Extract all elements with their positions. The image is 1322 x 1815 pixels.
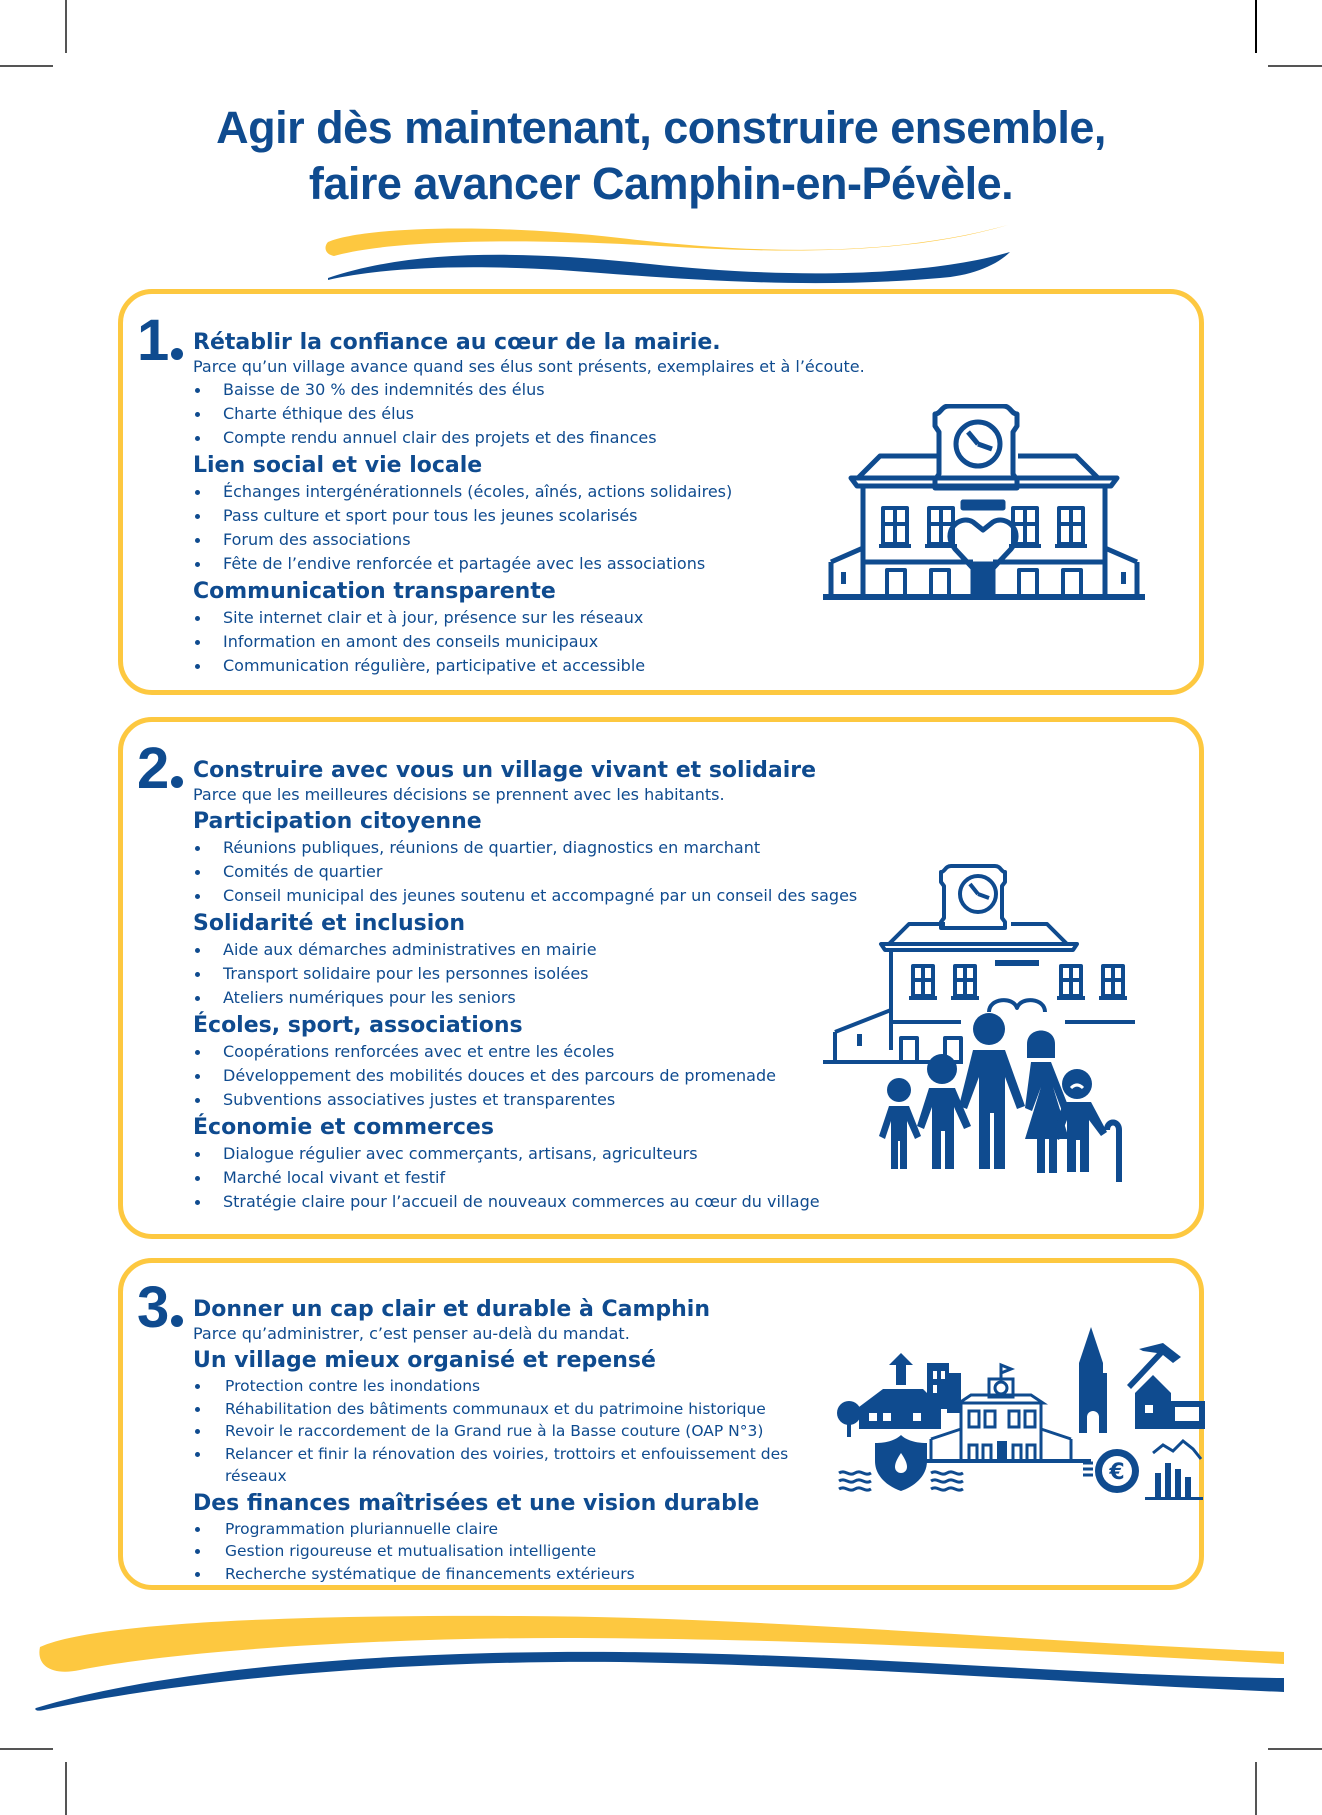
- crop-mark: [0, 65, 53, 67]
- list-item: Comités de quartier: [193, 860, 1013, 884]
- list-item: Réunions publiques, réunions de quartier, diagnostics en marchant: [193, 836, 1013, 860]
- crop-mark: [65, 0, 67, 53]
- page-title: [0, 100, 1322, 212]
- section-number: 2: [137, 740, 183, 798]
- group-heading: Un village mieux organisé et repensé: [193, 1348, 656, 1373]
- section-subtitle: Parce qu’un village avance quand ses élus sont présents, exemplaires et à l’écoute.: [193, 357, 865, 376]
- town-hall-family-icon: [809, 862, 1139, 1182]
- section-1-content: [193, 329, 933, 678]
- list-item: Programmation pluriannuelle claire: [193, 1518, 853, 1541]
- list-item: Dialogue régulier avec commerçants, artisans, agriculteurs: [193, 1142, 1013, 1166]
- group-list: [193, 606, 933, 678]
- list-item: Marché local vivant et festif: [193, 1166, 1013, 1190]
- section-title: Donner un cap clair et durable à Camphin: [193, 1297, 710, 1322]
- intro-list: [193, 378, 933, 450]
- list-item: Gestion rigoureuse et mutualisation intelligente: [193, 1540, 853, 1563]
- list-item: Recherche systématique de financements extérieurs: [193, 1563, 853, 1586]
- title-line-1: Agir dès maintenant, construire ensemble,: [216, 102, 1106, 153]
- list-item: Relancer et finir la rénovation des voiries, trottoirs et enfouissement des réseaux: [193, 1443, 815, 1488]
- group-heading: Lien social et vie locale: [193, 453, 483, 478]
- list-item: Forum des associations: [193, 528, 933, 552]
- town-hall-heart-icon: [823, 404, 1183, 604]
- list-item: Échanges intergénérationnels (écoles, aînés, actions solidaires): [193, 480, 933, 504]
- section-subtitle: Parce que les meilleures décisions se prennent avec les habitants.: [193, 785, 725, 804]
- list-item: Subventions associatives justes et transparentes: [193, 1088, 1013, 1112]
- group-heading: Écoles, sport, associations: [193, 1013, 523, 1038]
- list-item: Baisse de 30 % des indemnités des élus: [193, 378, 933, 402]
- list-item: Pass culture et sport pour tous les jeunes scolarisés: [193, 504, 933, 528]
- list-item: Protection contre les inondations: [193, 1375, 853, 1398]
- group-list: [193, 480, 933, 576]
- crop-mark: [1268, 65, 1322, 67]
- crop-mark: [1255, 1762, 1257, 1815]
- svg-text:€: €: [1109, 1460, 1125, 1485]
- list-item: Compte rendu annuel clair des projets et des finances: [193, 426, 933, 450]
- bottom-wave-decoration: [0, 1600, 1322, 1720]
- section-subtitle: Parce qu’administrer, c’est penser au-delà du mandat.: [193, 1324, 630, 1343]
- section-title: Construire avec vous un village vivant et solidaire: [193, 758, 817, 783]
- list-item: Information en amont des conseils municipaux: [193, 630, 933, 654]
- section-3-content: [193, 1296, 853, 1585]
- section-1-card: [118, 289, 1204, 695]
- section-number: 1: [137, 312, 183, 370]
- list-item: Charte éthique des élus: [193, 402, 933, 426]
- group-heading: Communication transparente: [193, 579, 556, 604]
- list-item: Développement des mobilités douces et des parcours de promenade: [193, 1064, 1013, 1088]
- list-item: Site internet clair et à jour, présence sur les réseaux: [193, 606, 933, 630]
- group-heading: Participation citoyenne: [193, 809, 482, 834]
- group-list: [193, 1375, 853, 1488]
- list-item: Transport solidaire pour les personnes isolées: [193, 962, 1013, 986]
- title-line-2: faire avancer Camphin-en-Pévèle.: [308, 158, 1014, 209]
- village-planning-finance-icon: [835, 1313, 1215, 1503]
- list-item: Revoir le raccordement de la Grand rue à la Basse couture (OAP N°3): [193, 1420, 853, 1443]
- group-heading: Solidarité et inclusion: [193, 911, 466, 936]
- section-2-card: [118, 717, 1204, 1239]
- list-item: Réhabilitation des bâtiments communaux et du patrimoine historique: [193, 1398, 853, 1421]
- crop-mark: [65, 1762, 67, 1815]
- group-heading: Des finances maîtrisées et une vision durable: [193, 1490, 760, 1516]
- crop-mark: [0, 1748, 53, 1750]
- list-item: Coopérations renforcées avec et entre les écoles: [193, 1040, 1013, 1064]
- list-item: Ateliers numériques pour les seniors: [193, 986, 1013, 1010]
- section-3-card: [118, 1258, 1204, 1590]
- crop-mark: [1268, 1748, 1322, 1750]
- crop-mark: [1255, 0, 1257, 53]
- title-wave-decoration: [320, 220, 1020, 295]
- list-item: Conseil municipal des jeunes soutenu et accompagné par un conseil des sages: [193, 884, 1013, 908]
- section-title: Rétablir la confiance au cœur de la mairie.: [193, 330, 721, 355]
- list-item: Fête de l’endive renforcée et partagée avec les associations: [193, 552, 933, 576]
- list-item: Stratégie claire pour l’accueil de nouveaux commerces au cœur du village: [193, 1190, 1013, 1214]
- list-item: Aide aux démarches administratives en mairie: [193, 938, 1013, 962]
- group-list: [193, 1518, 853, 1586]
- group-heading: Économie et commerces: [193, 1115, 494, 1140]
- list-item: Communication régulière, participative et accessible: [193, 654, 933, 678]
- section-number: 3: [137, 1279, 183, 1337]
